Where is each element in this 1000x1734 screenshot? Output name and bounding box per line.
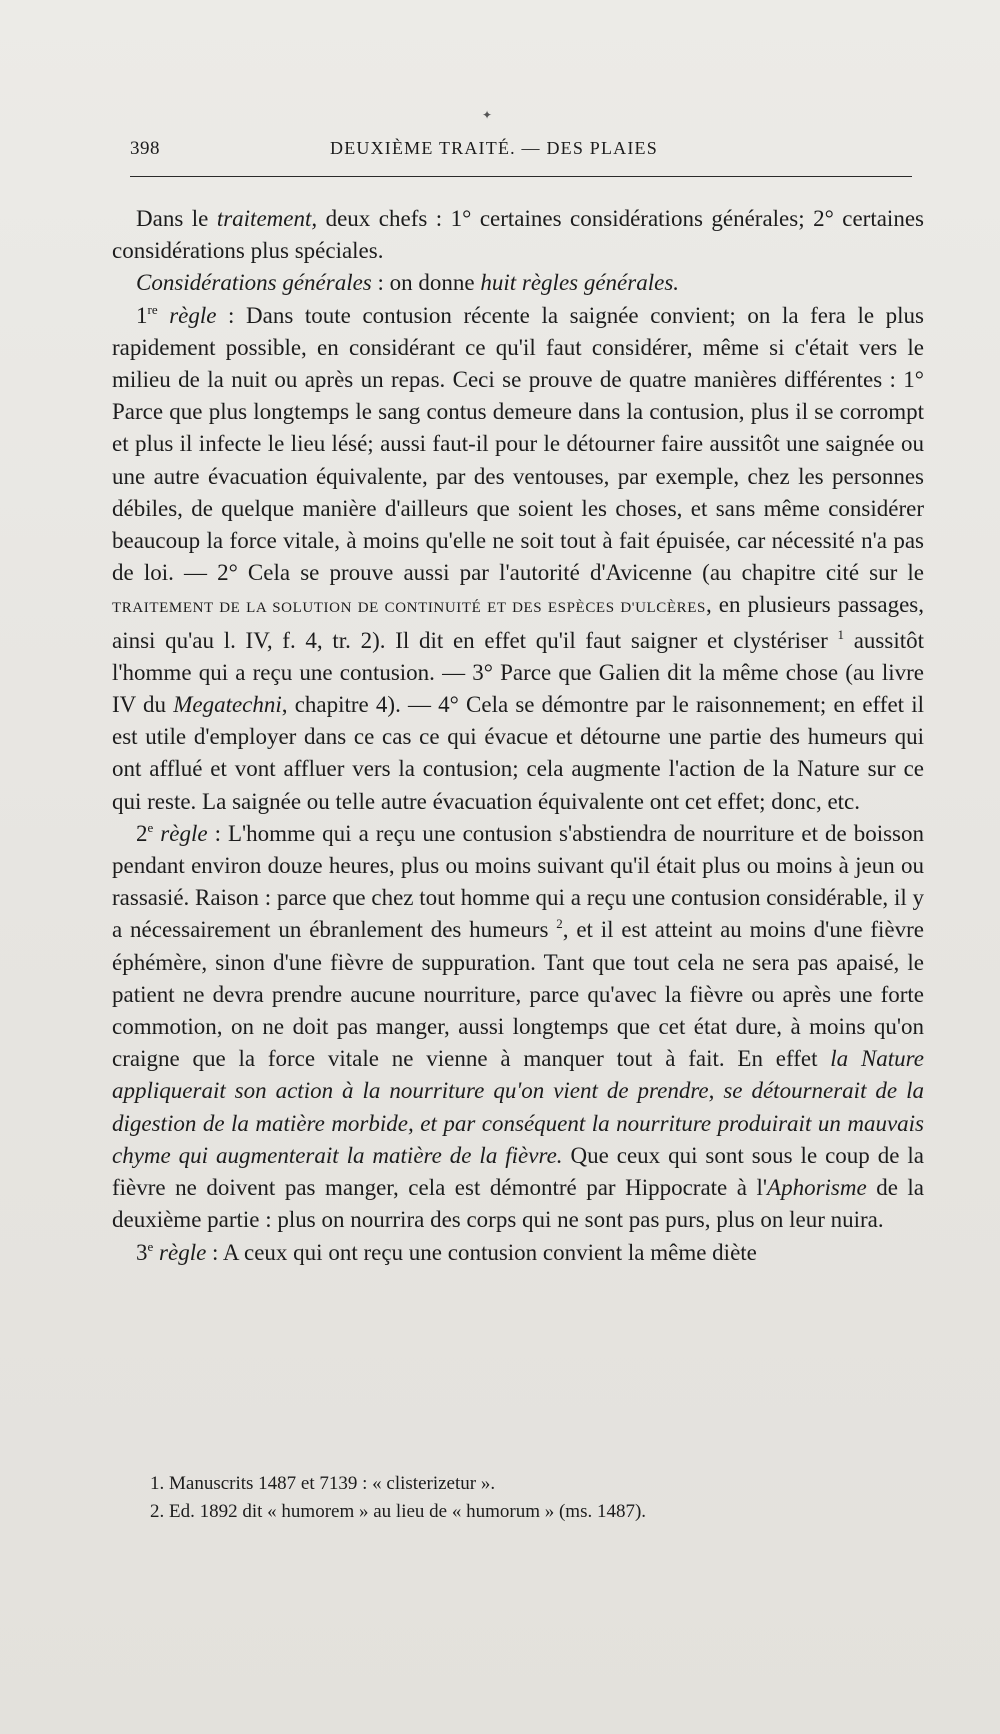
text-run: : L'homme qui a reçu une contusion s'abstiendra de nourriture et de boisson pendant environ douze heures, plus ou moins suivant qu'il était plus ou moins à jeun ou rassasié. Raison : parce que chez tout homme qui a reçu une contusion considérable, il y a nécessairement un ébranlement des humeurs (112, 820, 925, 943)
footnote-ref: 2 (556, 916, 563, 932)
ink-speck: ✦ (482, 108, 493, 122)
rule-number: 3 (136, 1239, 148, 1265)
rule-number: 1 (136, 302, 148, 328)
paragraph-treatment-intro (112, 203, 924, 267)
text-run: , et il est atteint au moins d'une fièvre éphémère, sinon d'une fièvre de suppuration. Tant que tout cela ne sera pas apaisé, le patient ne devra prendre aucune nourriture, parce qu'avec la fièvre ou après une forte commotion, on ne doit pas manger, aussi longtemps que cet état dure, à moins qu'on craigne que la force vitale ne vienne à manquer tout à fait. En effet (112, 917, 924, 1072)
text-run: : on donne (371, 270, 481, 296)
rule-label: règle (153, 820, 208, 846)
page-header (130, 138, 910, 168)
text-run-italic: Considérations générales (136, 270, 372, 296)
paragraph-general-considerations (112, 267, 924, 299)
footnote-2: 2. Ed. 1892 dit « humorem » au lieu de « humorum » (ms. 1487). (150, 1501, 647, 1522)
running-head: DEUXIÈME TRAITÉ. — DES PLAIES (330, 138, 658, 158)
rule-label: règle (153, 1239, 207, 1265)
rule-label: règle (157, 302, 217, 328)
ordinal-superscript: e (147, 1238, 154, 1254)
header-rule (130, 176, 912, 177)
page-number: 398 (130, 138, 160, 159)
text-run-italic: la Nature appliquerait son action à la nourriture qu'on vient de prendre, se détournerait de la digestion de la matière morbide, et par conséquent la nourriture produirait un mauvais chyme qui augmenterait la matière de la fièvre. (112, 1046, 924, 1168)
paragraph-rule-3 (112, 1237, 924, 1269)
text-run-italic: Aphorisme (767, 1175, 867, 1201)
rule-number: 2 (136, 820, 148, 846)
text-run: Dans le (136, 206, 217, 231)
text-run: de la deuxième partie : plus on nourrira des corps qui ne sont pas purs, plus on leur nuira. (112, 1175, 924, 1233)
text-run: deux chefs : 1° certaines considérations générales; 2° certaines considérations plus spéciales. (112, 206, 924, 264)
text-run: , en plusieurs passages, ainsi qu'au l. IV, f. 4, tr. 2). Il dit en effet qu'il faut saigner et clystériser (112, 592, 924, 653)
paragraph-rule-1 (112, 300, 924, 818)
text-run: aussitôt l'homme qui a reçu une contusion. — 3° Parce que Galien dit la même chose (au livre IV du (112, 627, 925, 718)
footnotes (150, 1470, 910, 1526)
footnote-ref: 1 (837, 626, 845, 642)
text-run-italic: Megatechni (173, 692, 282, 718)
ordinal-superscript: re (147, 301, 158, 317)
main-text (112, 203, 924, 1269)
ordinal-superscript: e (147, 819, 154, 835)
paragraph-rule-2 (112, 818, 924, 1237)
footnote-1: 1. Manuscrits 1487 et 7139 : « clisterizetur ». (150, 1473, 496, 1494)
small-caps-title: TRAITEMENT DE LA SOLUTION DE CONTINUITÉ ET DES ESPÈCES D'ULCÈRES (112, 600, 706, 617)
text-run: Que ceux qui sont sous le coup de la fièvre ne doivent pas manger, cela est démontré par Hippocrate à l' (112, 1142, 925, 1201)
text-run-italic: traitement, (216, 206, 318, 231)
text-run: : Dans toute contusion récente la saignée convient; on la fera le plus rapidement possible, en considérant ce qu'il faut considérer, même si c'était vers le milieu de la nuit ou après un repas. Ceci se prouve de quatre manières différentes : 1° Parce que plus longtemps le sang contus demeure dans la contusion, plus il se corrompt et plus il infecte le lieu lésé; aussi faut-il pour le détourner faire aussitôt une saignée ou une autre évacuation équivalente, par des ventouses, par exemple, chez les personnes débiles, de quelque manière d'ailleurs que soient les choses, et sans même considérer beaucoup la force vitale, à moins qu'elle ne soit tout à fait épuisée, car nécessité n'a pas de loi. — 2° Cela se prouve aussi par l'autorité d'Avicenne (au chapitre cité sur le (112, 302, 924, 586)
text-run: : A ceux qui ont reçu une contusion convient la même diète (206, 1239, 757, 1265)
text-run: , chapitre 4). — 4° Cela se démontre par le raisonnement; en effet il est utile d'employer dans ce cas ce qui évacue et détourne une partie des humeurs qui ont afflué et vont affluer vers la contusion; cela augmente l'action de la Nature sur ce qui reste. La saignée ou telle autre évacuation équivalente ont cet effet; donc, etc. (112, 692, 925, 814)
text-run-italic: huit règles générales. (480, 270, 680, 296)
